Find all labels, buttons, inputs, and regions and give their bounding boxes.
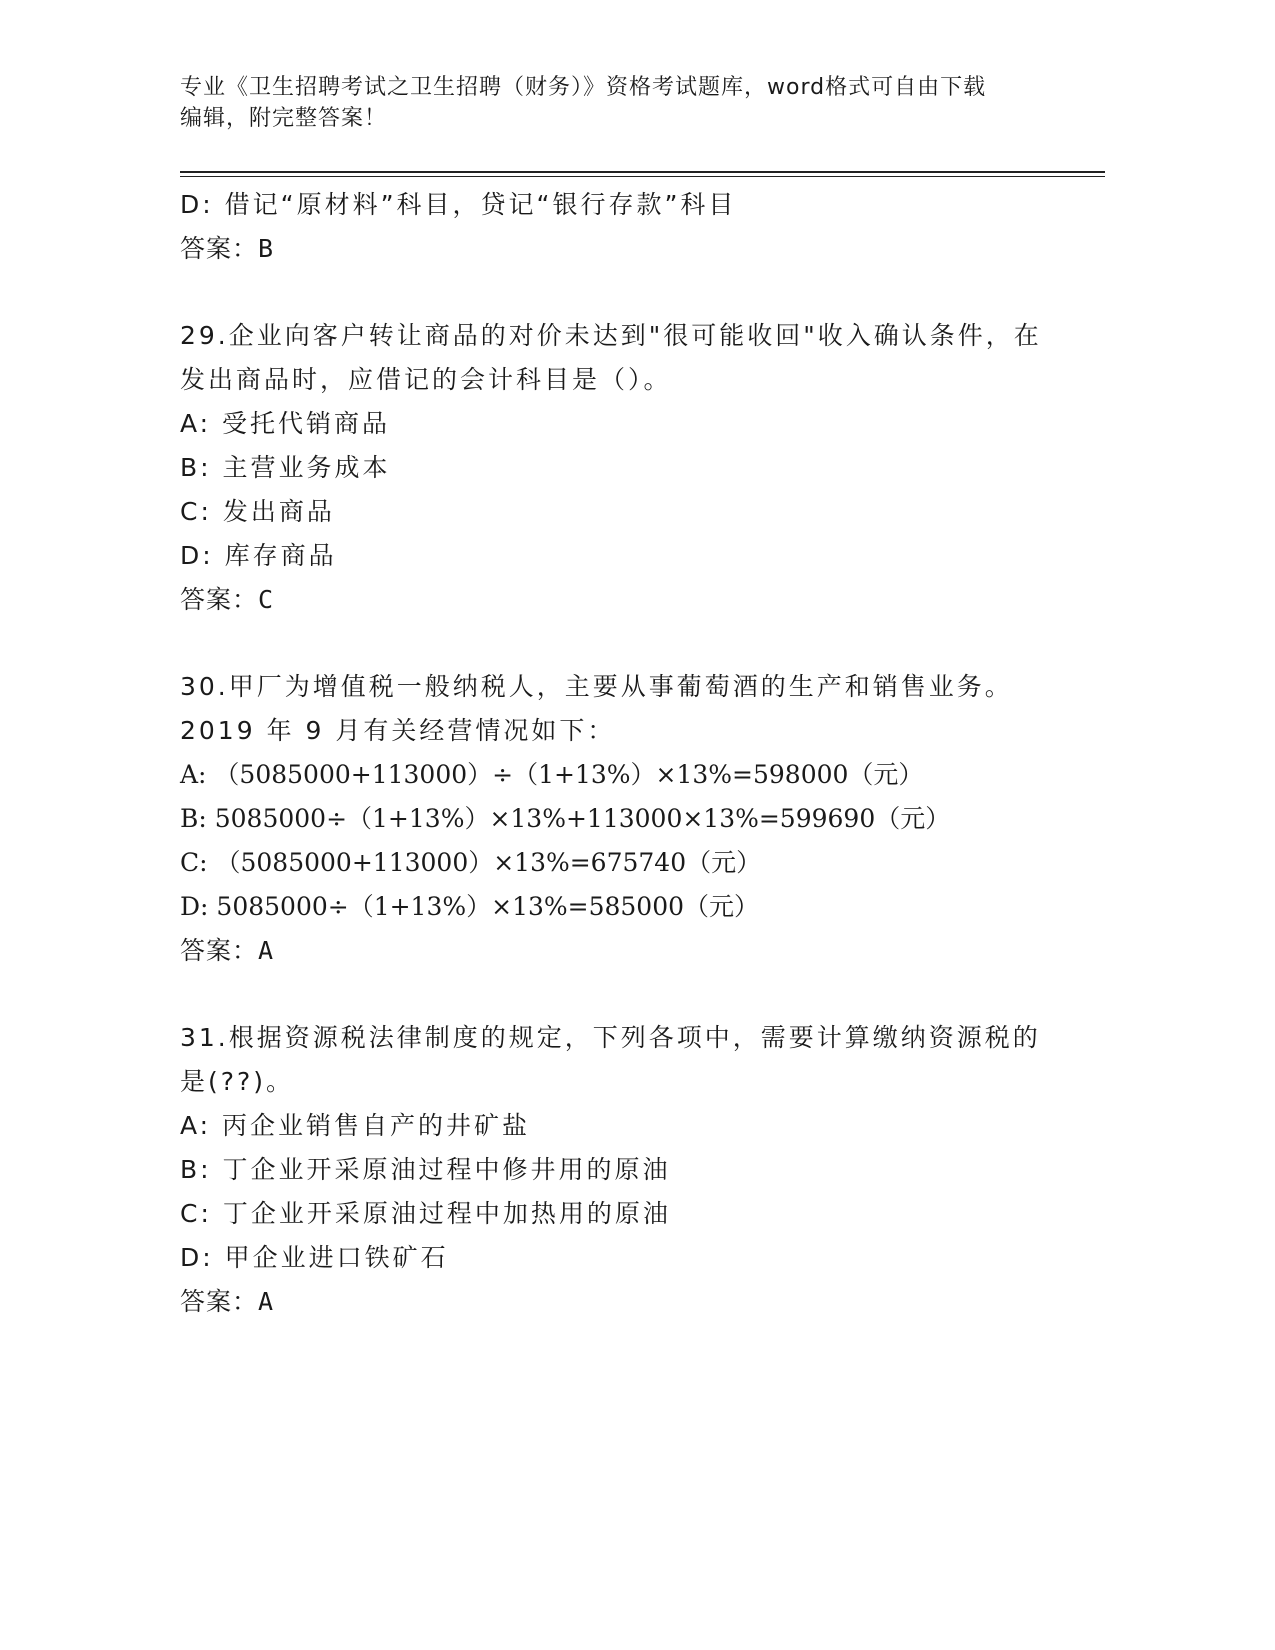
header-line-2: 编辑，附完整答案！ (180, 106, 388, 131)
question-stem-line: 31.根据资源税法律制度的规定，下列各项中，需要计算缴纳资源税的 (180, 1023, 1041, 1052)
option-a: A: （5085000+113000）÷（1+13%）×13%=598000（元） (180, 760, 924, 789)
question-stem-line: 29.企业向客户转让商品的对价未达到"很可能收回"收入确认条件，在 (180, 321, 1042, 350)
answer-value: B (258, 234, 275, 263)
answer-label: 答案： (180, 585, 259, 614)
answer-value: A (258, 1287, 275, 1316)
option-d: D: 5085000÷（1+13%）×13%=585000（元） (180, 892, 760, 921)
answer-label: 答案： (180, 936, 259, 965)
question-list (180, 183, 1060, 1324)
question-stem-line: 是(??)。 (180, 1067, 295, 1096)
answer-line (180, 227, 1060, 271)
answer-label: 答案： (180, 1287, 259, 1316)
question-stem-line: 30.甲厂为增值税一般纳税人，主要从事葡萄酒的生产和销售业务。 (180, 672, 1013, 701)
option-b: B: 5085000÷（1+13%）×13%+113000×13%=599690（元） (180, 804, 951, 833)
option-b: B: 主营业务成本 (180, 453, 391, 482)
option-d: D: 借记“原材料”科目，贷记“银行存款”科目 (180, 190, 737, 219)
header-line-1: 专业《卫生招聘考试之卫生招聘（财务）》资格考试题库，word格式可自由下载 (180, 75, 987, 100)
question-stem-line: 2019 年 9 月有关经营情况如下： (180, 716, 616, 745)
answer-label: 答案： (180, 234, 259, 263)
option-a: A: 丙企业销售自产的井矿盐 (180, 1111, 531, 1140)
option-d: D: 甲企业进口铁矿石 (180, 1243, 449, 1272)
option-c: C: （5085000+113000）×13%=675740（元） (180, 848, 762, 877)
document-header (180, 72, 1060, 134)
option-c: C: 丁企业开采原油过程中加热用的原油 (180, 1199, 671, 1228)
answer-value: A (258, 936, 275, 965)
previous-question-tail (180, 183, 1060, 271)
answer-line (180, 1280, 1060, 1324)
header-divider-thin (180, 176, 1105, 177)
header-divider-thick (180, 171, 1105, 173)
option-a: A: 受托代销商品 (180, 409, 391, 438)
option-d: D: 库存商品 (180, 541, 337, 570)
option-c: C: 发出商品 (180, 497, 335, 526)
question-31 (180, 1016, 1060, 1324)
question-30 (180, 665, 1060, 973)
question-stem-line: 发出商品时，应借记的会计科目是（）。 (180, 365, 672, 394)
answer-line (180, 578, 1060, 622)
answer-line (180, 929, 1060, 973)
option-b: B: 丁企业开采原油过程中修井用的原油 (180, 1155, 671, 1184)
question-29 (180, 314, 1060, 622)
answer-value: C (258, 585, 275, 614)
